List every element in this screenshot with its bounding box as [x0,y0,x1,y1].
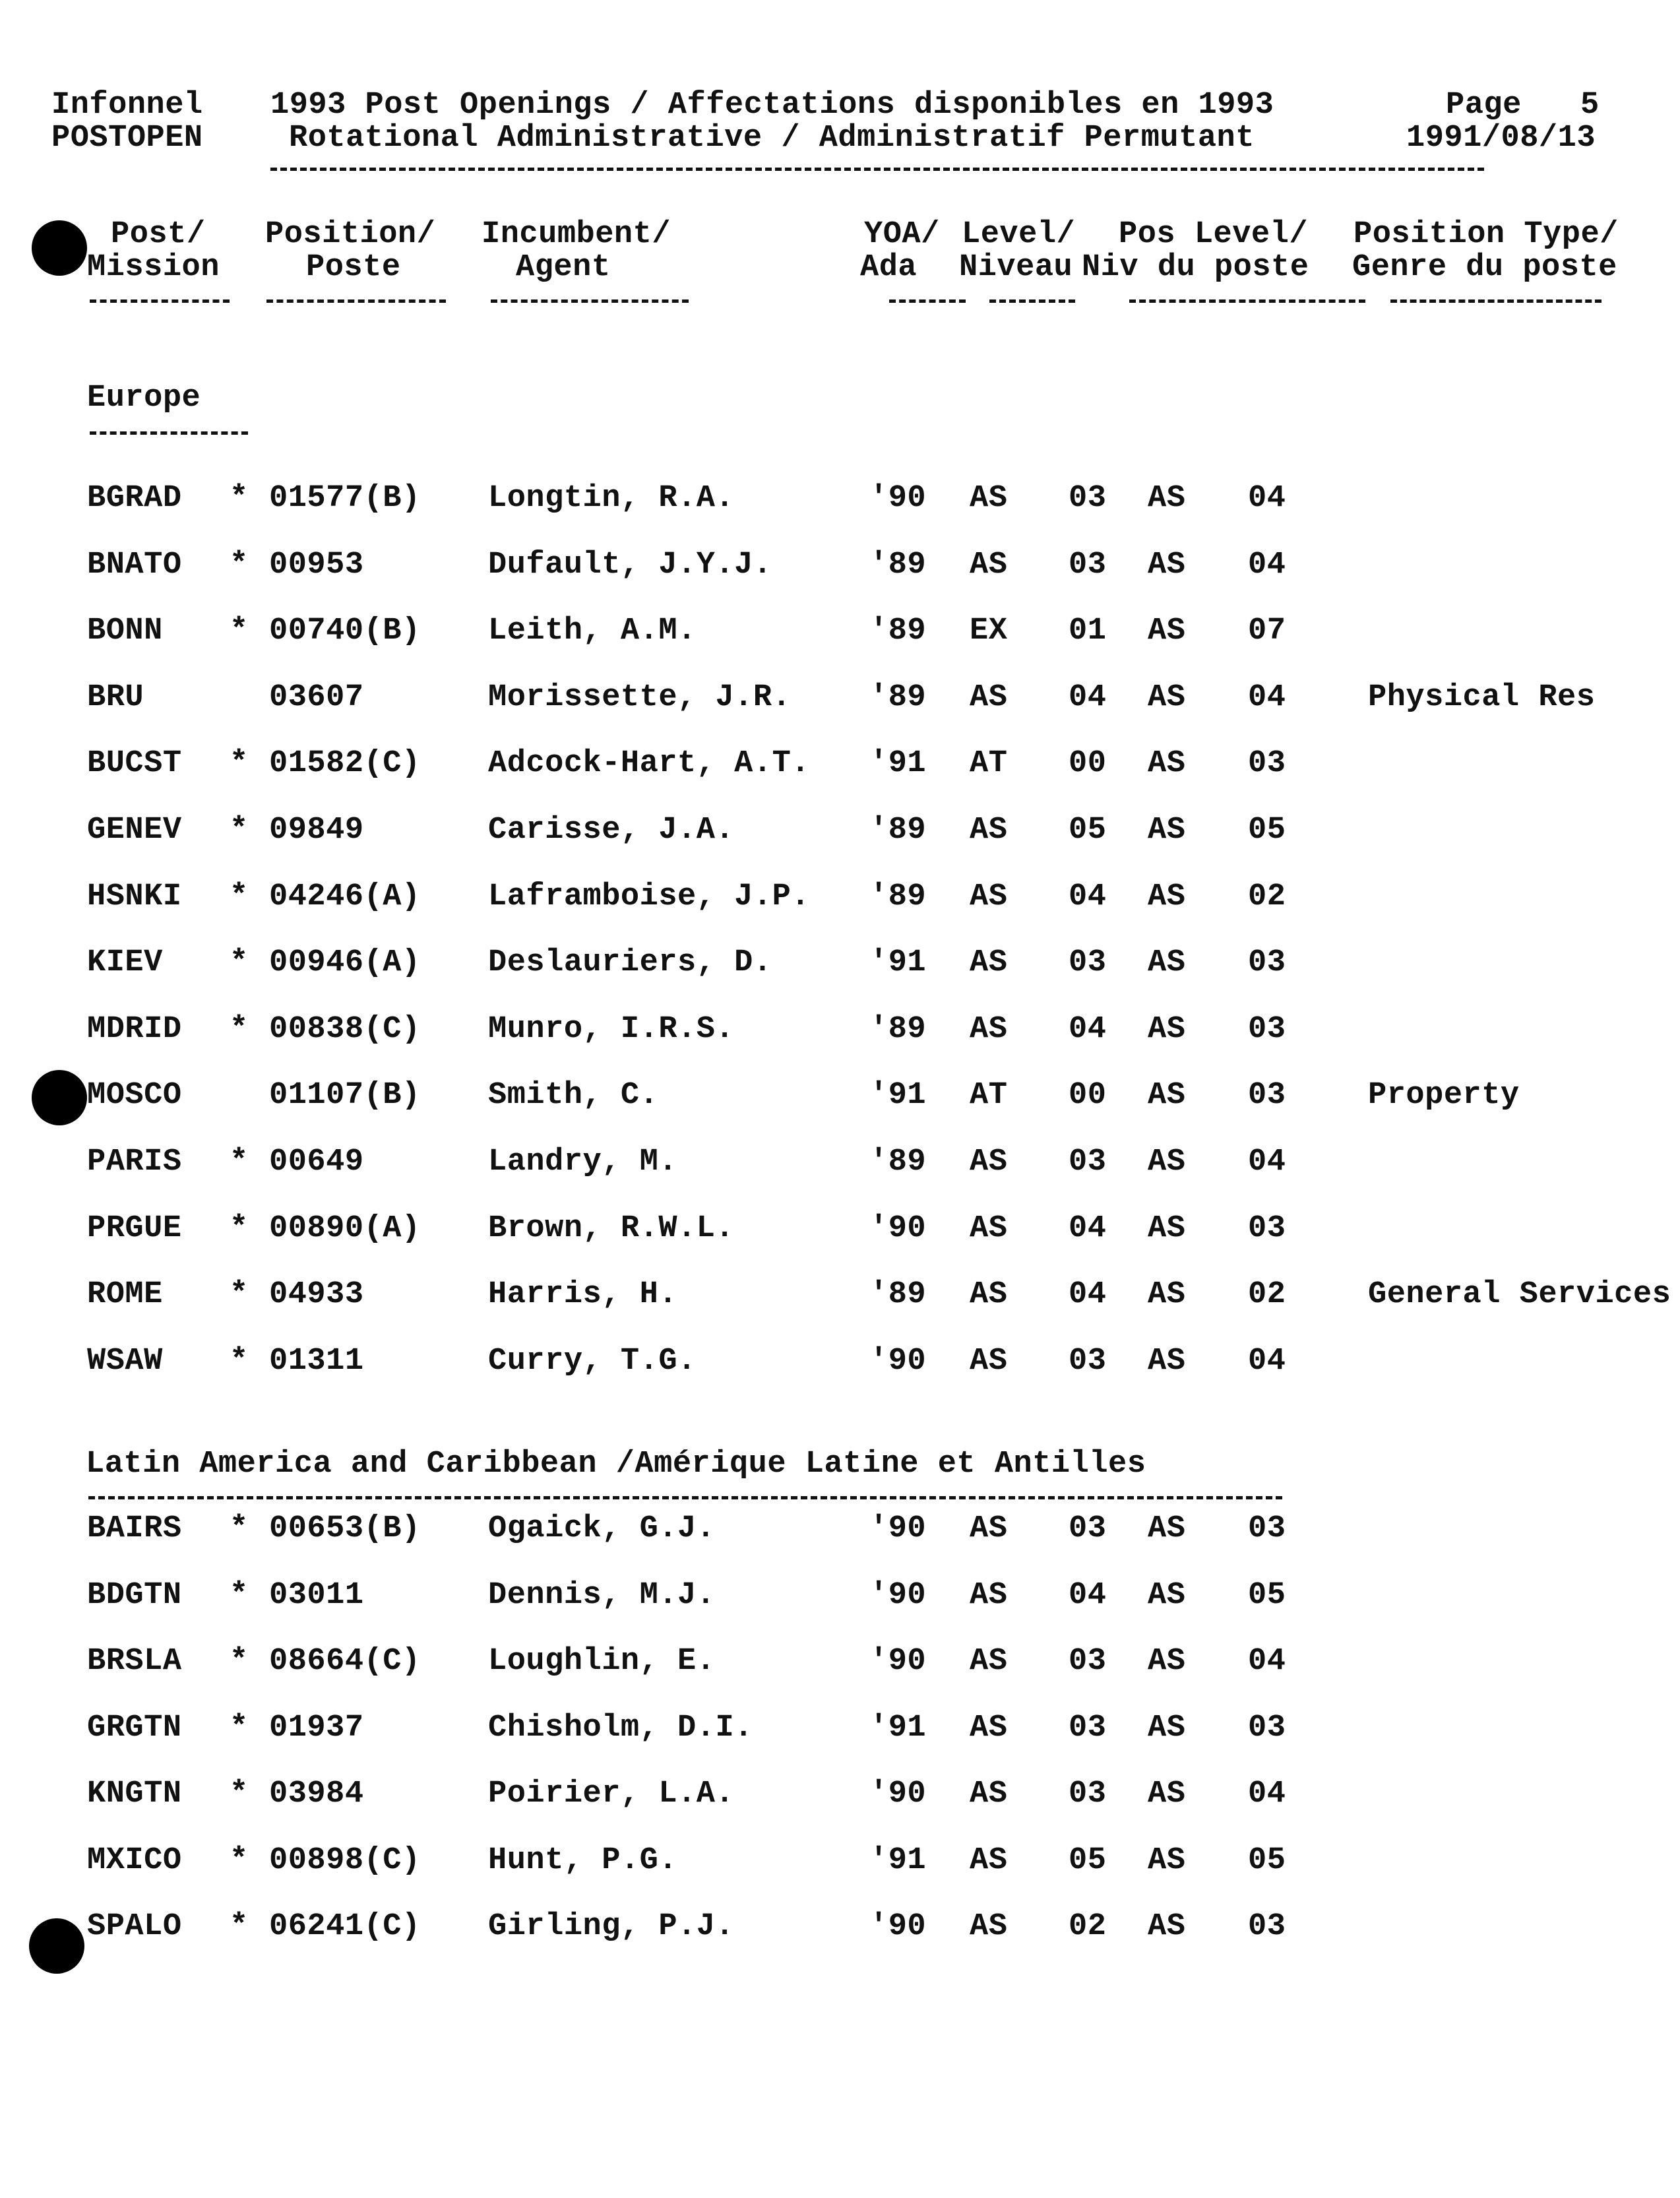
position-cell: 06241(C) [269,1909,421,1944]
pos-level-number-cell: 04 [1248,1776,1286,1811]
pos-level-cell: AS [1148,548,1186,582]
incumbent-cell: Ogaick, G.J. [488,1511,716,1546]
pos-level-number-cell: 03 [1248,1909,1286,1944]
incumbent-cell: Curry, T.G. [488,1344,697,1379]
col-type-header-fr: Genre du poste [1352,250,1617,285]
pos-level-number-cell: 03 [1248,746,1286,781]
incumbent-cell: Adcock-Hart, A.T. [488,746,810,781]
pos-level-cell: AS [1148,813,1186,848]
position-type-cell: Physical Res [1368,680,1596,715]
level-number-cell: 03 [1069,481,1107,516]
col-post-header-fr: Mission [87,250,220,285]
incumbent-cell: Harris, H. [488,1277,678,1312]
post-cell: PRGUE [87,1211,182,1246]
yoa-cell: '91 [869,1711,927,1745]
star-marker: * [230,1776,249,1811]
pos-level-cell: AS [1148,1776,1186,1811]
header-rule [270,168,1484,171]
star-marker: * [230,1909,249,1944]
pos-level-number-cell: 04 [1248,1644,1286,1679]
level-cell: AS [970,945,1008,980]
punch-hole [32,220,87,276]
yoa-cell: '91 [869,945,927,980]
report-date: 1991/08/13 [1406,121,1596,156]
post-cell: BUCST [87,746,182,781]
pos-level-cell: AS [1148,1644,1186,1679]
pos-level-cell: AS [1148,1277,1186,1312]
star-marker: * [230,1344,249,1379]
pos-level-cell: AS [1148,1511,1186,1546]
level-number-cell: 04 [1069,1277,1107,1312]
pos-level-number-cell: 05 [1248,1843,1286,1878]
level-number-cell: 04 [1069,680,1107,715]
yoa-cell: '89 [869,1145,927,1179]
star-marker: * [230,1145,249,1179]
level-cell: AS [970,680,1008,715]
post-cell: SPALO [87,1909,182,1944]
position-type-cell: Property [1368,1078,1520,1113]
yoa-cell: '90 [869,1578,927,1613]
yoa-cell: '89 [869,1012,927,1047]
col-level-header-fr: Niveau [959,250,1073,285]
pos-level-cell: AS [1148,1578,1186,1613]
level-number-cell: 04 [1069,879,1107,914]
post-cell: GRGTN [87,1711,182,1745]
level-cell: AS [970,481,1008,516]
level-number-cell: 03 [1069,1344,1107,1379]
star-marker: * [230,1843,249,1878]
level-cell: AS [970,1578,1008,1613]
system-name: Infonnel [51,88,203,123]
level-number-cell: 04 [1069,1211,1107,1246]
page-label: Page [1446,88,1522,123]
incumbent-cell: Poirier, L.A. [488,1776,735,1811]
incumbent-cell: Deslauriers, D. [488,945,772,980]
level-cell: AS [970,548,1008,582]
level-cell: AS [970,1909,1008,1944]
level-cell: AS [970,1776,1008,1811]
pos-level-number-cell: 07 [1248,613,1286,648]
pos-level-number-cell: 05 [1248,1578,1286,1613]
col-yoa-header: YOA/ [864,217,940,252]
incumbent-cell: Longtin, R.A. [488,481,735,516]
position-cell: 00898(C) [269,1843,421,1878]
pos-level-number-cell: 03 [1248,1012,1286,1047]
pos-level-number-cell: 03 [1248,1511,1286,1546]
incumbent-cell: Leith, A.M. [488,613,697,648]
pos-level-number-cell: 04 [1248,680,1286,715]
level-number-cell: 03 [1069,945,1107,980]
position-type-cell: General Services [1368,1277,1671,1312]
yoa-cell: '89 [869,548,927,582]
level-number-cell: 03 [1069,1711,1107,1745]
star-marker: * [230,548,249,582]
report-title-line2: Rotational Administrative / Administratif Permutant [289,121,1255,156]
post-cell: MXICO [87,1843,182,1878]
pos-level-cell: AS [1148,613,1186,648]
incumbent-cell: Laframboise, J.P. [488,879,810,914]
yoa-cell: '90 [869,1511,927,1546]
col-poslevel-header: Pos Level/ [1119,217,1309,252]
level-number-cell: 02 [1069,1909,1107,1944]
post-cell: MDRID [87,1012,182,1047]
position-cell: 00653(B) [269,1511,421,1546]
level-number-cell: 03 [1069,1145,1107,1179]
yoa-cell: '90 [869,481,927,516]
post-cell: BRU [87,680,144,715]
yoa-cell: '89 [869,813,927,848]
pos-level-number-cell: 04 [1248,548,1286,582]
col-position-rule [266,299,446,303]
position-cell: 03607 [269,680,364,715]
pos-level-cell: AS [1148,680,1186,715]
position-cell: 00946(A) [269,945,421,980]
star-marker: * [230,1644,249,1679]
yoa-cell: '90 [869,1776,927,1811]
col-type-header: Position Type/ [1353,217,1619,252]
col-incumbent-header: Incumbent/ [482,217,671,252]
incumbent-cell: Girling, P.J. [488,1909,735,1944]
level-cell: AT [970,746,1008,781]
pos-level-number-cell: 03 [1248,1711,1286,1745]
yoa-cell: '90 [869,1909,927,1944]
incumbent-cell: Munro, I.R.S. [488,1012,735,1047]
position-cell: 01577(B) [269,481,421,516]
pos-level-cell: AS [1148,1145,1186,1179]
incumbent-cell: Brown, R.W.L. [488,1211,735,1246]
col-position-header-fr: Poste [306,250,401,285]
level-cell: AS [970,1511,1008,1546]
position-cell: 00649 [269,1145,364,1179]
pos-level-cell: AS [1148,1012,1186,1047]
col-incumbent-rule [491,299,689,303]
star-marker: * [230,1511,249,1546]
level-cell: AS [970,1344,1008,1379]
star-marker: * [230,1012,249,1047]
pos-level-cell: AS [1148,481,1186,516]
incumbent-cell: Dennis, M.J. [488,1578,716,1613]
position-cell: 00740(B) [269,613,421,648]
level-cell: AS [970,879,1008,914]
level-number-cell: 00 [1069,746,1107,781]
incumbent-cell: Morissette, J.R. [488,680,792,715]
position-cell: 01937 [269,1711,364,1745]
yoa-cell: '90 [869,1344,927,1379]
pos-level-cell: AS [1148,746,1186,781]
position-cell: 01107(B) [269,1078,421,1113]
yoa-cell: '89 [869,613,927,648]
level-number-cell: 05 [1069,813,1107,848]
star-marker: * [230,746,249,781]
section-title-latin-america: Latin America and Caribbean /Amérique Latine et Antilles [86,1447,1146,1482]
col-level-header: Level/ [962,217,1076,252]
pos-level-number-cell: 05 [1248,813,1286,848]
yoa-cell: '89 [869,879,927,914]
star-marker: * [230,945,249,980]
report-code: POSTOPEN [51,121,203,156]
post-cell: ROME [87,1277,163,1312]
page-number: 5 [1580,88,1600,123]
post-cell: BNATO [87,548,182,582]
yoa-cell: '90 [869,1211,927,1246]
position-cell: 08664(C) [269,1644,421,1679]
post-cell: KIEV [87,945,163,980]
punch-hole [29,1918,84,1974]
position-cell: 01311 [269,1344,364,1379]
position-cell: 03984 [269,1776,364,1811]
col-yoa-header-fr: Ada [860,250,918,285]
incumbent-cell: Dufault, J.Y.J. [488,548,772,582]
yoa-cell: '91 [869,1078,927,1113]
section-rule-europe [90,431,248,435]
post-cell: BONN [87,613,163,648]
pos-level-cell: AS [1148,1211,1186,1246]
position-cell: 00838(C) [269,1012,421,1047]
pos-level-cell: AS [1148,1344,1186,1379]
position-cell: 09849 [269,813,364,848]
post-cell: BGRAD [87,481,182,516]
post-cell: BRSLA [87,1644,182,1679]
incumbent-cell: Loughlin, E. [488,1644,716,1679]
level-cell: AS [970,1644,1008,1679]
section-title-europe: Europe [87,381,201,416]
level-number-cell: 03 [1069,548,1107,582]
post-cell: KNGTN [87,1776,182,1811]
pos-level-cell: AS [1148,1909,1186,1944]
post-cell: BAIRS [87,1511,182,1546]
level-number-cell: 03 [1069,1776,1107,1811]
level-number-cell: 01 [1069,613,1107,648]
col-type-rule [1390,299,1602,303]
star-marker: * [230,813,249,848]
position-cell: 04246(A) [269,879,421,914]
position-cell: 01582(C) [269,746,421,781]
level-cell: AS [970,1843,1008,1878]
col-poslevel-rule [1129,299,1365,303]
pos-level-cell: AS [1148,945,1186,980]
level-cell: AS [970,1012,1008,1047]
pos-level-number-cell: 03 [1248,945,1286,980]
incumbent-cell: Smith, C. [488,1078,659,1113]
level-cell: AS [970,1211,1008,1246]
star-marker: * [230,1211,249,1246]
pos-level-number-cell: 02 [1248,879,1286,914]
post-cell: WSAW [87,1344,163,1379]
level-number-cell: 00 [1069,1078,1107,1113]
level-number-cell: 04 [1069,1578,1107,1613]
position-cell: 03011 [269,1578,364,1613]
star-marker: * [230,1578,249,1613]
col-incumbent-header-fr: Agent [516,250,611,285]
pos-level-cell: AS [1148,1711,1186,1745]
post-cell: BDGTN [87,1578,182,1613]
pos-level-cell: AS [1148,1843,1186,1878]
incumbent-cell: Carisse, J.A. [488,813,735,848]
yoa-cell: '91 [869,746,927,781]
post-cell: GENEV [87,813,182,848]
yoa-cell: '89 [869,1277,927,1312]
star-marker: * [230,481,249,516]
star-marker: * [230,879,249,914]
yoa-cell: '91 [869,1843,927,1878]
col-position-header: Position/ [265,217,436,252]
star-marker: * [230,1277,249,1312]
post-cell: PARIS [87,1145,182,1179]
level-number-cell: 05 [1069,1843,1107,1878]
pos-level-number-cell: 03 [1248,1078,1286,1113]
col-level-rule [989,299,1075,303]
pos-level-number-cell: 02 [1248,1277,1286,1312]
position-cell: 04933 [269,1277,364,1312]
incumbent-cell: Chisholm, D.I. [488,1711,753,1745]
position-cell: 00953 [269,548,364,582]
pos-level-number-cell: 04 [1248,1145,1286,1179]
star-marker: * [230,613,249,648]
yoa-cell: '90 [869,1644,927,1679]
level-number-cell: 04 [1069,1012,1107,1047]
pos-level-number-cell: 04 [1248,481,1286,516]
level-cell: AT [970,1078,1008,1113]
col-post-rule [90,299,230,303]
pos-level-cell: AS [1148,879,1186,914]
col-post-header: Post/ [111,217,206,252]
level-cell: AS [970,1145,1008,1179]
report-title-line1: 1993 Post Openings / Affectations disponibles en 1993 [270,88,1274,123]
level-cell: AS [970,1277,1008,1312]
pos-level-cell: AS [1148,1078,1186,1113]
section-rule-latin-america [88,1496,1282,1499]
post-cell: MOSCO [87,1078,182,1113]
star-marker: * [230,1711,249,1745]
level-number-cell: 03 [1069,1644,1107,1679]
col-poslevel-header-fr: Niv du poste [1082,250,1309,285]
incumbent-cell: Landry, M. [488,1145,678,1179]
position-cell: 00890(A) [269,1211,421,1246]
pos-level-number-cell: 04 [1248,1344,1286,1379]
level-cell: AS [970,1711,1008,1745]
col-yoa-rule [889,299,966,303]
post-cell: HSNKI [87,879,182,914]
pos-level-number-cell: 03 [1248,1211,1286,1246]
level-cell: EX [970,613,1008,648]
yoa-cell: '89 [869,680,927,715]
level-cell: AS [970,813,1008,848]
punch-hole [32,1070,87,1125]
incumbent-cell: Hunt, P.G. [488,1843,678,1878]
level-number-cell: 03 [1069,1511,1107,1546]
